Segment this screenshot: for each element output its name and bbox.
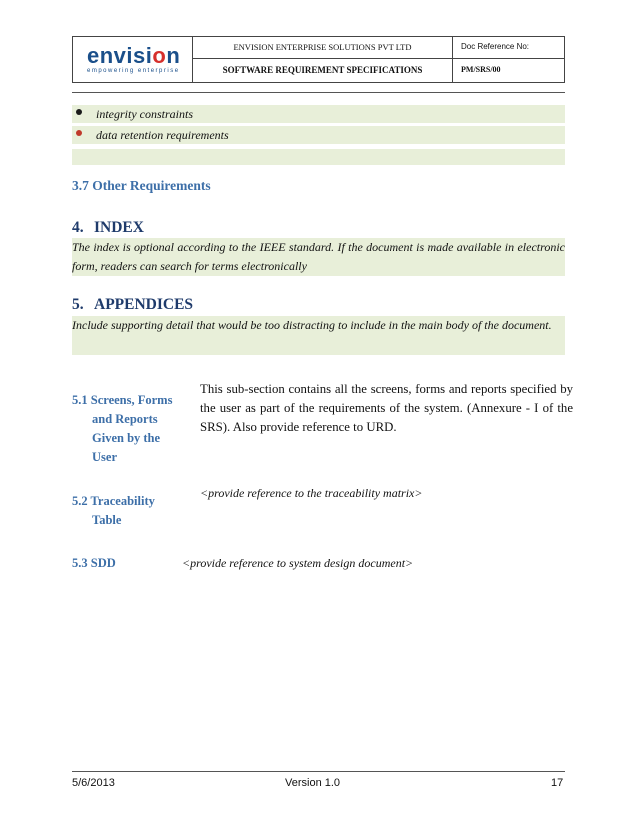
subsection-label-sdd: 5.3 SDD bbox=[72, 556, 116, 570]
doc-ref-value: PM/SRS/00 bbox=[461, 65, 501, 74]
section-heading-other-requirements: 3.7 Other Requirements bbox=[72, 178, 211, 193]
section-heading-index: 4. INDEX bbox=[72, 219, 144, 236]
bullet-icon bbox=[76, 109, 82, 115]
logo-tagline: empowering enterprise bbox=[87, 68, 180, 74]
section-heading-appendices: 5. APPENDICES bbox=[72, 296, 194, 313]
doc-ref-label: Doc Reference No: bbox=[453, 37, 564, 59]
index-description: The index is optional according to the IEEE standard. If the document is made available in electronic form, readers can search for terms electronically bbox=[72, 238, 565, 276]
doc-title: SOFTWARE REQUIREMENT SPECIFICATIONS bbox=[193, 59, 453, 82]
footer-divider bbox=[72, 771, 565, 772]
list-item bbox=[72, 126, 565, 144]
header-divider bbox=[72, 92, 565, 93]
company-name: ENVISION ENTERPRISE SOLUTIONS PVT LTD bbox=[193, 37, 453, 59]
list-item bbox=[72, 105, 565, 123]
appendices-description: Include supporting detail that would be too distracting to include in the main body of the document. bbox=[72, 316, 565, 355]
footer-version: Version 1.0 bbox=[285, 777, 341, 789]
document-header bbox=[72, 36, 565, 83]
list-item-text: data retention requirements bbox=[96, 128, 229, 142]
subsection-body-screens-forms: This sub-section contains all the screens, forms and reports specified by the user as part of the requirements of the system. (Annexure - I of the SRS). Also provide reference to URD. bbox=[200, 382, 573, 434]
logo-wordmark: envision bbox=[87, 43, 181, 68]
list-item-text: integrity constraints bbox=[96, 107, 193, 121]
company-logo bbox=[73, 37, 193, 82]
footer-date: 5/6/2013 bbox=[72, 777, 115, 789]
subsection-label-traceability: 5.2 Traceability Table bbox=[72, 494, 155, 527]
bullet-icon bbox=[76, 130, 82, 136]
subsection-body-sdd: <provide reference to system design document> bbox=[182, 556, 414, 570]
footer-page-number: 17 bbox=[551, 777, 564, 789]
subsection-body-traceability: <provide reference to the traceability matrix> bbox=[200, 486, 423, 500]
shaded-spacer bbox=[72, 149, 565, 165]
subsection-label-screens-forms: 5.1 Screens, Forms and Reports Given by the User bbox=[72, 393, 173, 464]
